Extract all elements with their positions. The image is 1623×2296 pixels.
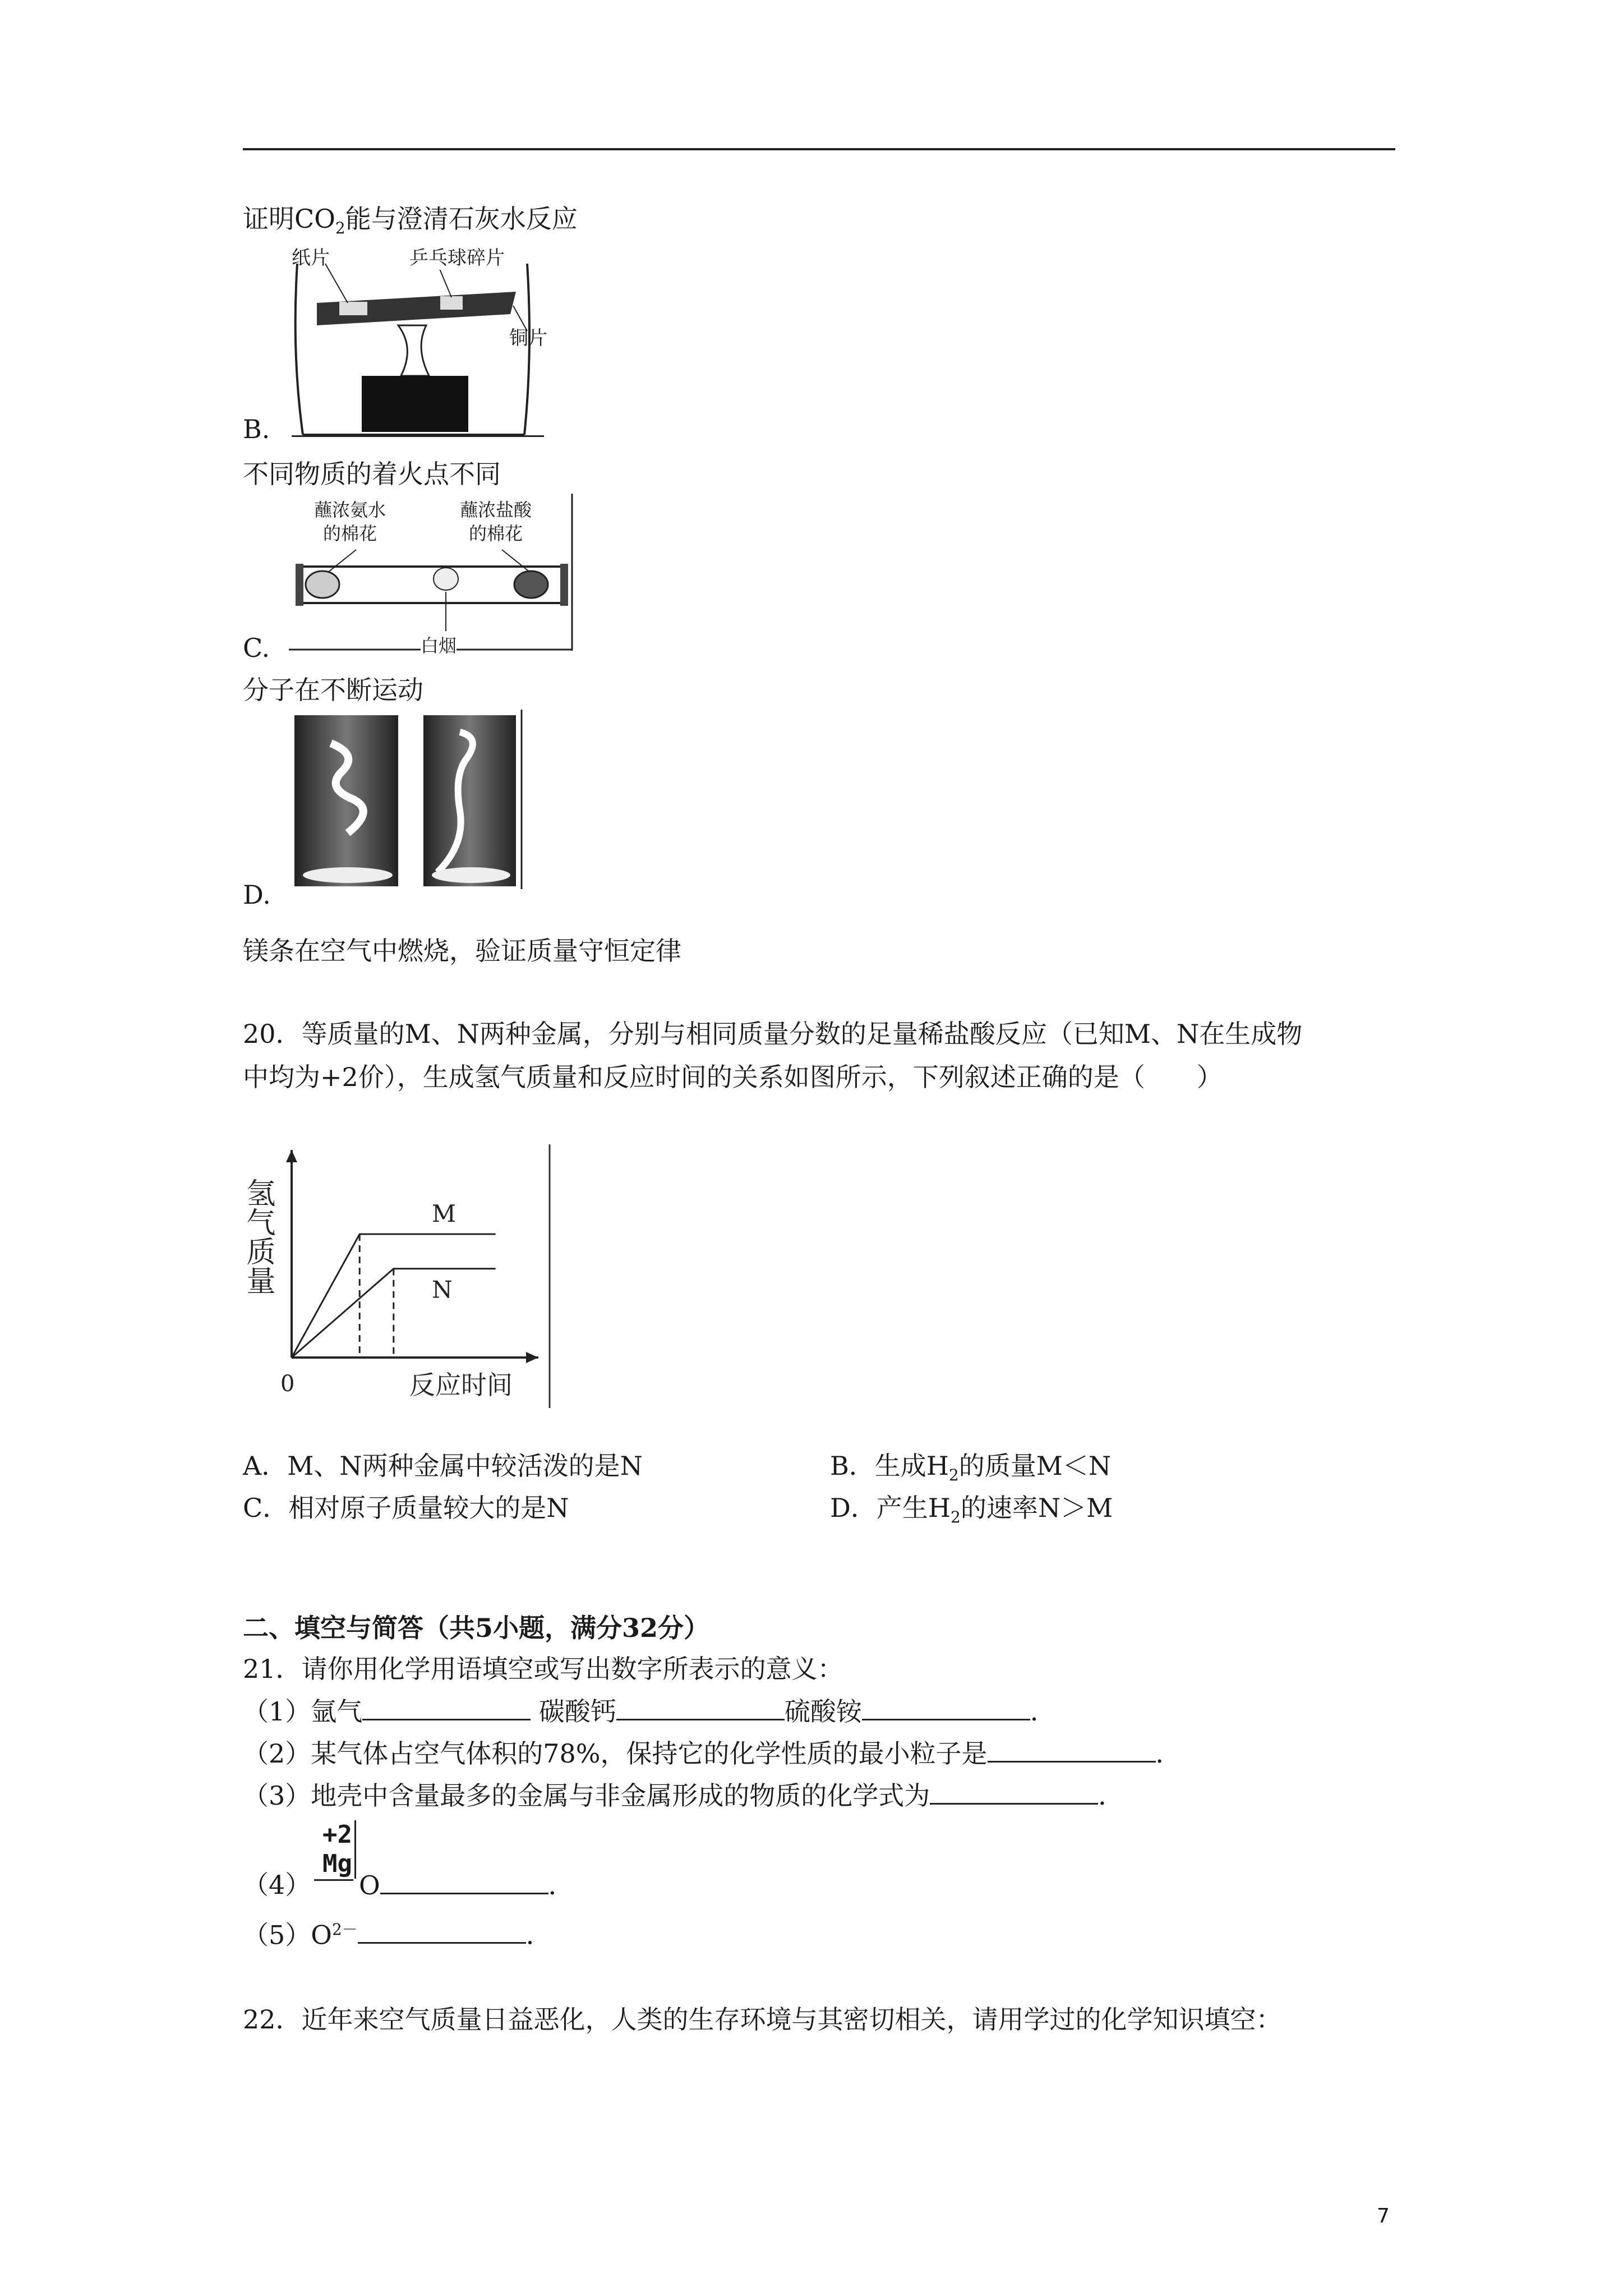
blank-q21-4[interactable]	[380, 1868, 548, 1894]
chart-origin-label: 0	[280, 1371, 295, 1397]
header-rule	[243, 148, 1395, 150]
blank-argon[interactable]	[362, 1694, 531, 1720]
option-b-text: 不同物质的着火点不同	[243, 459, 501, 489]
q20-option-a: A．M、N两种金属中较活泼的是N	[243, 1451, 643, 1481]
mg-underline	[314, 1879, 353, 1881]
option-d-letter: D.	[243, 880, 271, 910]
q21-title: 21．请你用化学用语填空或写出数字所表示的意义：	[243, 1654, 843, 1684]
series-label-n: N	[432, 1276, 453, 1304]
q20-option-d: D．产生$H_2$的速率N＞M	[830, 1493, 1113, 1527]
label-copper: 铜片	[509, 327, 547, 349]
figure-d-molecule-photo	[292, 710, 523, 889]
q20-hydrogen-chart	[241, 1144, 555, 1408]
q20-line1: 20．等质量的M、N两种金属，分别与相同质量分数的足量稀盐酸反应（已知M、N在生成物	[243, 1019, 1303, 1049]
label-paper: 纸片	[292, 247, 330, 269]
option-d-text: 镁条在空气中燃烧，验证质量守恒定律	[243, 936, 681, 966]
option-b-letter: B.	[243, 414, 270, 444]
label-white-smoke: 白烟	[421, 632, 457, 657]
q21-2: （2）某气体占空气体积的78%，保持它的化学性质的最小粒子是 ．	[243, 1736, 1182, 1770]
q21-4-rest: O ．	[359, 1868, 574, 1902]
option-c-text: 分子在不断运动	[243, 675, 423, 705]
blank-q21-3[interactable]	[930, 1778, 1098, 1805]
option-a-text: 证明$CO_2$能与澄清石灰水反应	[243, 204, 578, 238]
q21-3: （3）地壳中含量最多的金属与非金属形成的物质的化学式为 ．	[243, 1778, 1124, 1812]
q20-option-b: B．生成$H_2$的质量M＜N	[830, 1451, 1112, 1485]
blank-ammonium-sulfate[interactable]	[862, 1694, 1030, 1720]
option-c-letter: C.	[243, 633, 270, 663]
figure-b-baseline	[292, 435, 544, 437]
chart-y-label: 氢气质量	[241, 1178, 275, 1295]
label-ammonia-cotton: 蘸浓氨水 的棉花	[314, 499, 386, 544]
label-pingpong: 乒乓球碎片	[409, 242, 505, 270]
q21-1: （1）氩气 碳酸钙 硫酸铵 ．	[243, 1694, 1056, 1728]
blank-q21-2[interactable]	[988, 1736, 1156, 1763]
series-label-m: M	[432, 1200, 457, 1227]
figure-b-ignition-apparatus	[286, 241, 544, 438]
blank-q21-5[interactable]	[358, 1917, 526, 1944]
page-number: 7	[1377, 2205, 1390, 2228]
mg-charge-symbol: +2 Mg	[322, 1820, 356, 1879]
chart-x-label: 反应时间	[409, 1370, 513, 1400]
blank-calcium-carbonate[interactable]	[616, 1694, 785, 1720]
q22-text: 22．近年来空气质量日益恶化，人类的生存环境与其密切相关，请用学过的化学知识填空：	[243, 2004, 1282, 2035]
label-hcl-cotton: 蘸浓盐酸 的棉花	[460, 499, 532, 544]
q20-line2: 中均为+2价），生成氢气质量和反应时间的关系如图所示，下列叙述正确的是（ ）	[243, 1062, 1223, 1092]
q21-5: $(5)O^{2-}$ ．	[243, 1913, 552, 1952]
q21-4-prefix: （4）	[243, 1870, 311, 1900]
q20-option-c: C．相对原子质量较大的是N	[243, 1493, 569, 1523]
section-2-title: 二、填空与简答（共5小题，满分32分）	[243, 1613, 710, 1643]
